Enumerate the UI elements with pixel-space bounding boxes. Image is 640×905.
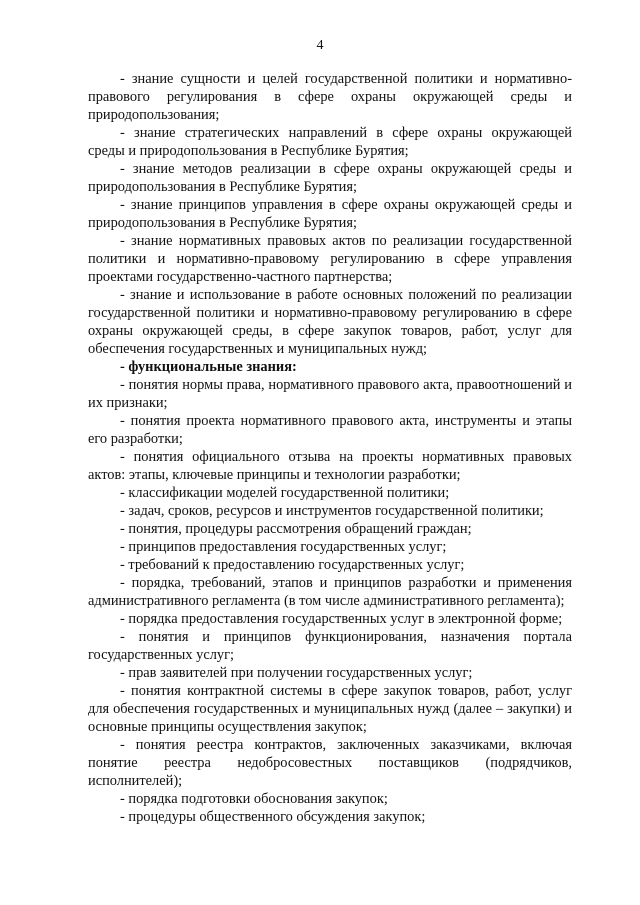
list-item: - процедуры общественного обсуждения закупок;: [120, 809, 426, 825]
list-item: - знание нормативных правовых актов по реализации государственной политики и нормативно-правовому регулированию в сфере управления проектами государственно-частного партнерства;: [88, 233, 572, 285]
list-item: - знание и использование в работе основных положений по реализации государственной политики и нормативно-правовому регулированию в сфере охраны окружающей среды, в сфере закупок товаров, работ, услуг для обеспечения государственных и муниципальных нужд;: [88, 287, 572, 357]
list-item: - задач, сроков, ресурсов и инструментов государственной политики;: [120, 503, 544, 519]
list-item: - требований к предоставлению государственных услуг;: [120, 557, 465, 573]
list-item: - классификации моделей государственной политики;: [120, 485, 450, 501]
list-item: - прав заявителей при получении государственных услуг;: [120, 665, 473, 681]
list-item: - понятия официального отзыва на проекты нормативных правовых актов: этапы, ключевые принципы и технологии разработки;: [88, 449, 572, 483]
list-item: - понятия реестра контрактов, заключенных заказчиками, включая понятие реестра недобросовестных поставщиков (подрядчиков, исполнителей);: [88, 737, 572, 789]
document-body: [88, 70, 572, 826]
page-number: 4: [316, 38, 324, 53]
list-item: - понятия, процедуры рассмотрения обращений граждан;: [120, 521, 472, 537]
list-item: - понятия нормы права, нормативного правового акта, правоотношений и их признаки;: [88, 377, 572, 411]
list-item: - понятия контрактной системы в сфере закупок товаров, работ, услуг для обеспечения государственных и муниципальных нужд (далее – закупки) и основные принципы осуществления закупок;: [88, 683, 572, 735]
list-item: - порядка, требований, этапов и принципов разработки и применения административного регламента (в том числе административного регламента);: [88, 575, 572, 609]
list-item: - порядка подготовки обоснования закупок;: [120, 791, 388, 807]
list-item: - порядка предоставления государственных услуг в электронной форме;: [120, 611, 563, 627]
list-item: - понятия проекта нормативного правового акта, инструменты и этапы его разработки;: [88, 413, 572, 447]
list-item: - принципов предоставления государственных услуг;: [120, 539, 447, 555]
list-item: - знание сущности и целей государственной политики и нормативно-правового регулирования в сфере охраны окружающей среды и природопользования;: [88, 71, 572, 123]
list-item: - знание методов реализации в сфере охраны окружающей среды и природопользования в Республике Бурятия;: [88, 161, 572, 195]
list-item: - знание принципов управления в сфере охраны окружающей среды и природопользования в Республике Бурятия;: [88, 197, 572, 231]
list-item: - понятия и принципов функционирования, назначения портала государственных услуг;: [88, 629, 572, 663]
list-item: - знание стратегических направлений в сфере охраны окружающей среды и природопользования в Республике Бурятия;: [88, 125, 572, 159]
section-heading: - функциональные знания:: [120, 359, 297, 375]
